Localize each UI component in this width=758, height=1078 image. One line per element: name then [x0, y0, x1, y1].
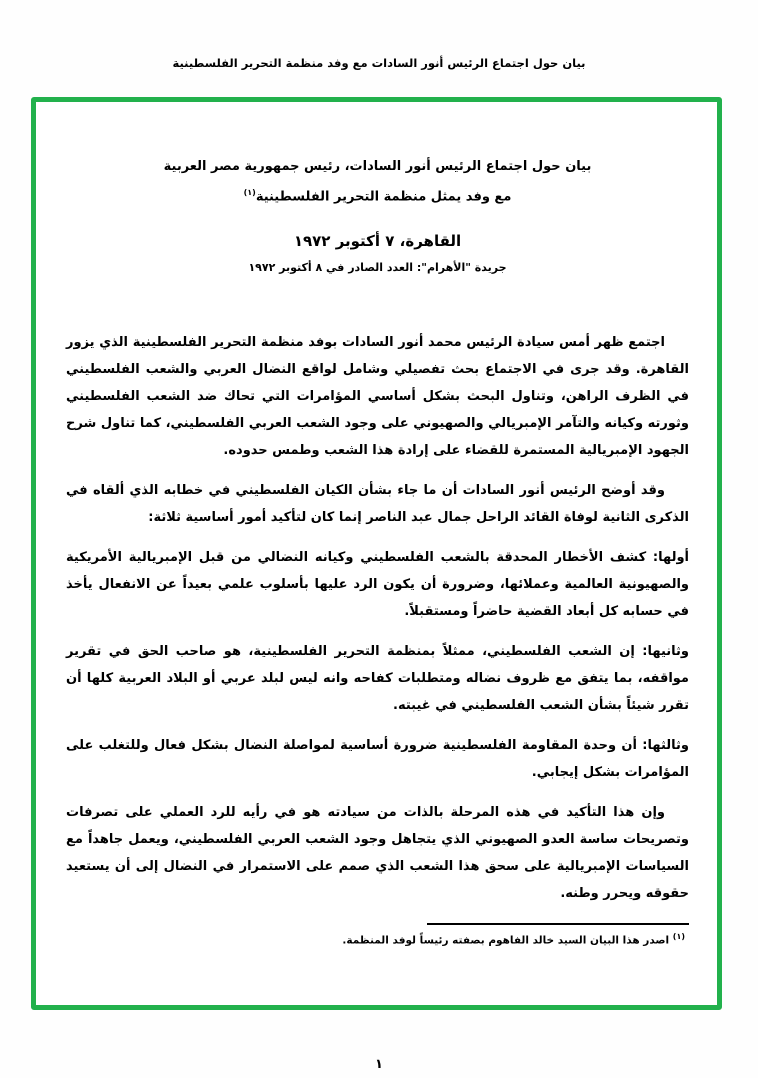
paragraph-3: أولها: كشف الأخطار المحدقة بالشعب الفلسطيني وكيانه النضالي من قبل الإمبريالية الأمريكية والصهيونية العالمية وعملائها، وضرورة أن يكون الرد عليها بأسلوب علمي بعيداً عن الانفعال يأخذ في حسابه كل أبعاد القضية حاضراً ومستقبلاً.: [66, 550, 689, 620]
running-header: بيان حول اجتماع الرئيس أنور السادات مع وفد منظمة التحرير الفلسطينية: [172, 56, 586, 70]
paragraph-1: اجتمع ظهر أمس سيادة الرئيس محمد أنور السادات بوفد منظمة التحرير الفلسطينية الذي يزور القاهرة. وقد جرى في الاجتماع بحث تفصيلي وشامل لواقع النضال العربي والشعب الفلسطيني في الظرف الراهن، وتناول البحث بشكل أساسي المؤامرات التي تحاك ضد الشعب الفلسطيني وثورته وكيانه والتآمر الإمبريالي والصهيوني على وجود الشعب العربي الفلسطيني، كما تناول شرح الجهود الإمبريالية المستمرة للقضاء على إرادة هذا الشعب وطمس حدوده.: [66, 335, 689, 459]
footnote-text: اصدر هذا البيان السيد خالد الفاهوم بصفته رئيساً لوفد المنظمة.: [342, 934, 670, 947]
paragraph-4: وثانيها: إن الشعب الفلسطيني، ممثلاً بمنظمة التحرير الفلسطينية، هو صاحب الحق في تقرير مواقفه، بما يتفق مع ظروف نضاله ومتطلبات كفاحه وانه ليس لبلد عربي أو البلاد العربية كلها أن تقرر شيئاً بشأن الشعب الفلسطيني في غيبته.: [66, 644, 689, 714]
document-date: القاهرة، ٧ أكتوبر ١٩٧٢: [293, 232, 462, 251]
document-title: [66, 154, 689, 210]
document-body: [66, 329, 689, 907]
paragraph-6: وإن هذا التأكيد في هذه المرحلة بالذات من سيادته هو في رأيه للرد العملي على تصرفات وتصريحات ساسة العدو الصهيوني الذي يتجاهل وجود الشعب العربي الفلسطيني، ويعمل جاهداً مع السياسات الإمبريالية على سحق هذا الشعب الذي صمم على الاستمرار في النضال إلى أن يستعيد حقوقه ويحرر وطنه.: [66, 805, 689, 902]
paragraph-5: وثالثها: أن وحدة المقاومة الفلسطينية ضرورة أساسية لمواصلة النضال بشكل فعال وللتغلب على المؤامرات بشكل إيجابي.: [66, 738, 689, 781]
page-number: ١: [375, 1057, 383, 1072]
document-title-line2: [66, 180, 689, 210]
title-footnote-marker: (١): [243, 188, 256, 197]
document-title-line1: بيان حول اجتماع الرئيس أنور السادات، رئيس جمهورية مصر العربية: [163, 159, 592, 174]
footnote-marker: (١): [672, 932, 685, 942]
paragraph-2: وقد أوضح الرئيس أنور السادات أن ما جاء بشأن الكيان الفلسطيني في خطابه الذي ألقاه في الذكرى الثانية لوفاة القائد الراحل جمال عبد الناصر إنما كان لتأكيد أمور أساسية ثلاثة:: [66, 483, 689, 526]
footnote-divider: [427, 923, 689, 925]
document-title-line2-text: مع وفد يمثل منظمة التحرير الفلسطينية: [255, 189, 512, 205]
document-source: جريدة "الأهرام": العدد الصادر في ٨ أكتوبر ١٩٧٢: [248, 261, 507, 275]
document-content: [36, 102, 717, 1005]
footnote: [66, 932, 689, 947]
document-frame: [31, 97, 722, 1010]
